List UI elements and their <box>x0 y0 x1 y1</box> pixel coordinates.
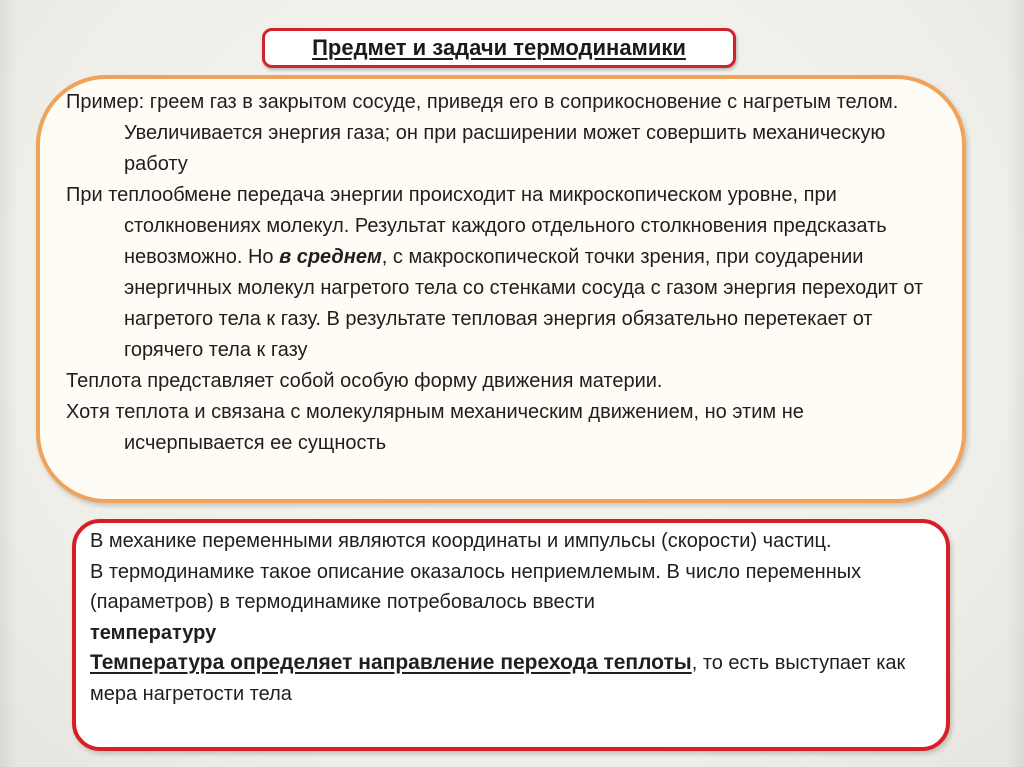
orange-paragraph-4: Хотя теплота и связана с молекулярным механическим движением, но этим не исчерпывается ее сущность <box>66 401 804 454</box>
red-paragraph-1: В механике переменными являются координаты и импульсы (скорости) частиц. <box>90 530 832 552</box>
red-paragraph-3-end: , то есть выступает как мера нагретости тела <box>90 652 906 705</box>
slide-edge-shadow-right <box>1006 0 1024 767</box>
orange-paragraph-3: Теплота представляет собой особую форму движения материи. <box>66 370 663 392</box>
slide-edge-shadow-left <box>0 0 18 767</box>
temperature-statement: Температура определяет направление перехода теплоты <box>90 651 692 674</box>
orange-box-content <box>66 87 926 459</box>
red-paragraph-2-bold: температуру <box>90 621 217 644</box>
orange-paragraph-2-start: При теплообмене передача энергии происходит на микроскопическом уровне, при столкновениях молекул. Результат каждого отдельного столкновения предсказать невозможно. Но <box>66 184 887 268</box>
orange-paragraph-2 <box>66 180 926 366</box>
title-box <box>262 28 736 68</box>
orange-paragraph-1: Пример: греем газ в закрытом сосуде, приведя его в соприкосновение с нагретым телом. Увеличивается энергия газа; он при расширении может совершить механическую работу <box>66 91 899 175</box>
orange-paragraph-2-end: , с макроскопической точки зрения, при соударении энергичных молекул нагретого тела со стенками сосуда с газом энергия переходит от нагретого тела к газу. В результате тепловая энергия обязательно перетекает от горячего тела к газу <box>124 246 924 361</box>
red-box-content <box>90 526 930 709</box>
slide-title: Предмет и задачи термодинамики <box>312 35 686 60</box>
red-paragraph-2: В термодинамике такое описание оказалось неприемлемым. В число переменных (параметров) в термодинамике потребовалось ввести <box>90 560 862 613</box>
red-paragraph-3 <box>90 648 930 709</box>
emphasis-on-average: в среднем <box>279 246 382 268</box>
